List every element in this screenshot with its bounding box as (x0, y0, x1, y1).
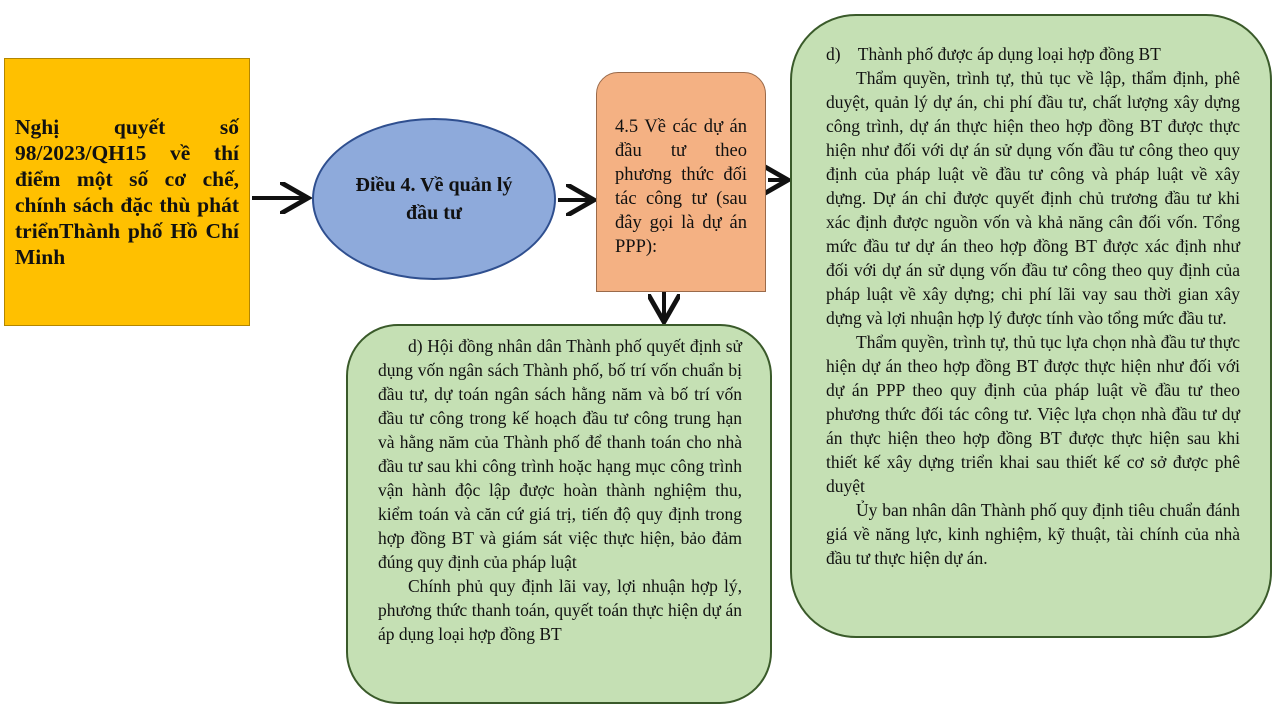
article-ellipse (312, 118, 556, 280)
article-title: Điều 4. Về quản lý đầu tư (355, 174, 513, 224)
bt-payment-paragraph: d) Hội đồng nhân dân Thành phố quyết định sử dụng vốn ngân sách Thành phố, bố trí vốn chuẩn bị đầu tư, dự toán ngân sách hằng năm và bố trí vốn đầu tư công trong kế hoạch đầu tư công trung hạn và hằng năm của Thành phố để thanh toán cho nhà đầu tư sau khi công trình hoặc hạng mục công trình vận hành độc lập được hoàn thành nghiệm thu, kiểm toán và căn cứ giá trị, tiến độ quy định trong hợp đồng BT và giám sát việc thực hiện, bảo đảm đúng quy định của pháp luật (378, 336, 742, 572)
bt-criteria-paragraph: Ủy ban nhân dân Thành phố quy định tiêu chuẩn đánh giá về năng lực, kinh nghiệm, kỹ thuật, tài chính của nhà đầu tư thực hiện dự án. (826, 500, 1240, 568)
bt-government-paragraph: Chính phủ quy định lãi vay, lợi nhuận hợp lý, phương thức thanh toán, quyết toán thực hiện dự án áp dụng loại hợp đồng BT (378, 576, 742, 644)
bt-contract-heading: d) Thành phố được áp dụng loại hợp đồng BT (826, 44, 1161, 64)
bt-contract-box (790, 14, 1272, 638)
resolution-title: Nghị quyết số 98/2023/QH15 về thí điểm một số cơ chế, chính sách đặc thù phát triểnThành phố Hồ Chí Minh (15, 115, 239, 269)
bt-selection-paragraph: Thẩm quyền, trình tự, thủ tục lựa chọn nhà đầu tư thực hiện dự án theo hợp đồng BT được thực hiện như đối với dự án PPP theo quy định của pháp luật về đầu tư theo phương thức đối tác công tư. Việc lựa chọn nhà đầu tư dự án thực hiện theo hợp đồng BT được thực hiện sau khi thiết kế xây dựng triển khai sau thiết kế cơ sở được phê duyệt (826, 332, 1240, 496)
bt-payment-box (346, 324, 772, 704)
section-box (596, 72, 766, 292)
resolution-title-box (4, 58, 250, 326)
section-text: 4.5 Về các dự án đầu tư theo phương thức đối tác công tư (sau đây gọi là dự án PPP): (615, 117, 747, 257)
bt-authority-paragraph: Thẩm quyền, trình tự, thủ tục về lập, thẩm định, phê duyệt, quản lý dự án, chi phí đầu tư, chất lượng xây dựng công trình, dự án thực hiện theo hợp đồng BT được thực hiện như đối với dự án sử dụng vốn đầu tư công theo quy định của pháp luật về đầu tư công và pháp luật về xây dựng. Dự án chỉ được quyết định chủ trương đầu tư khi xác định được nguồn vốn và khả năng cân đối vốn. Tổng mức đầu tư dự án theo hợp đồng BT được xác định như đối với dự án sử dụng vốn đầu tư công theo quy định của pháp luật về xây dựng; chi phí lãi vay sau thời gian xây dựng và lợi nhuận hợp lý được tính vào tổng mức đầu tư. (826, 68, 1240, 328)
